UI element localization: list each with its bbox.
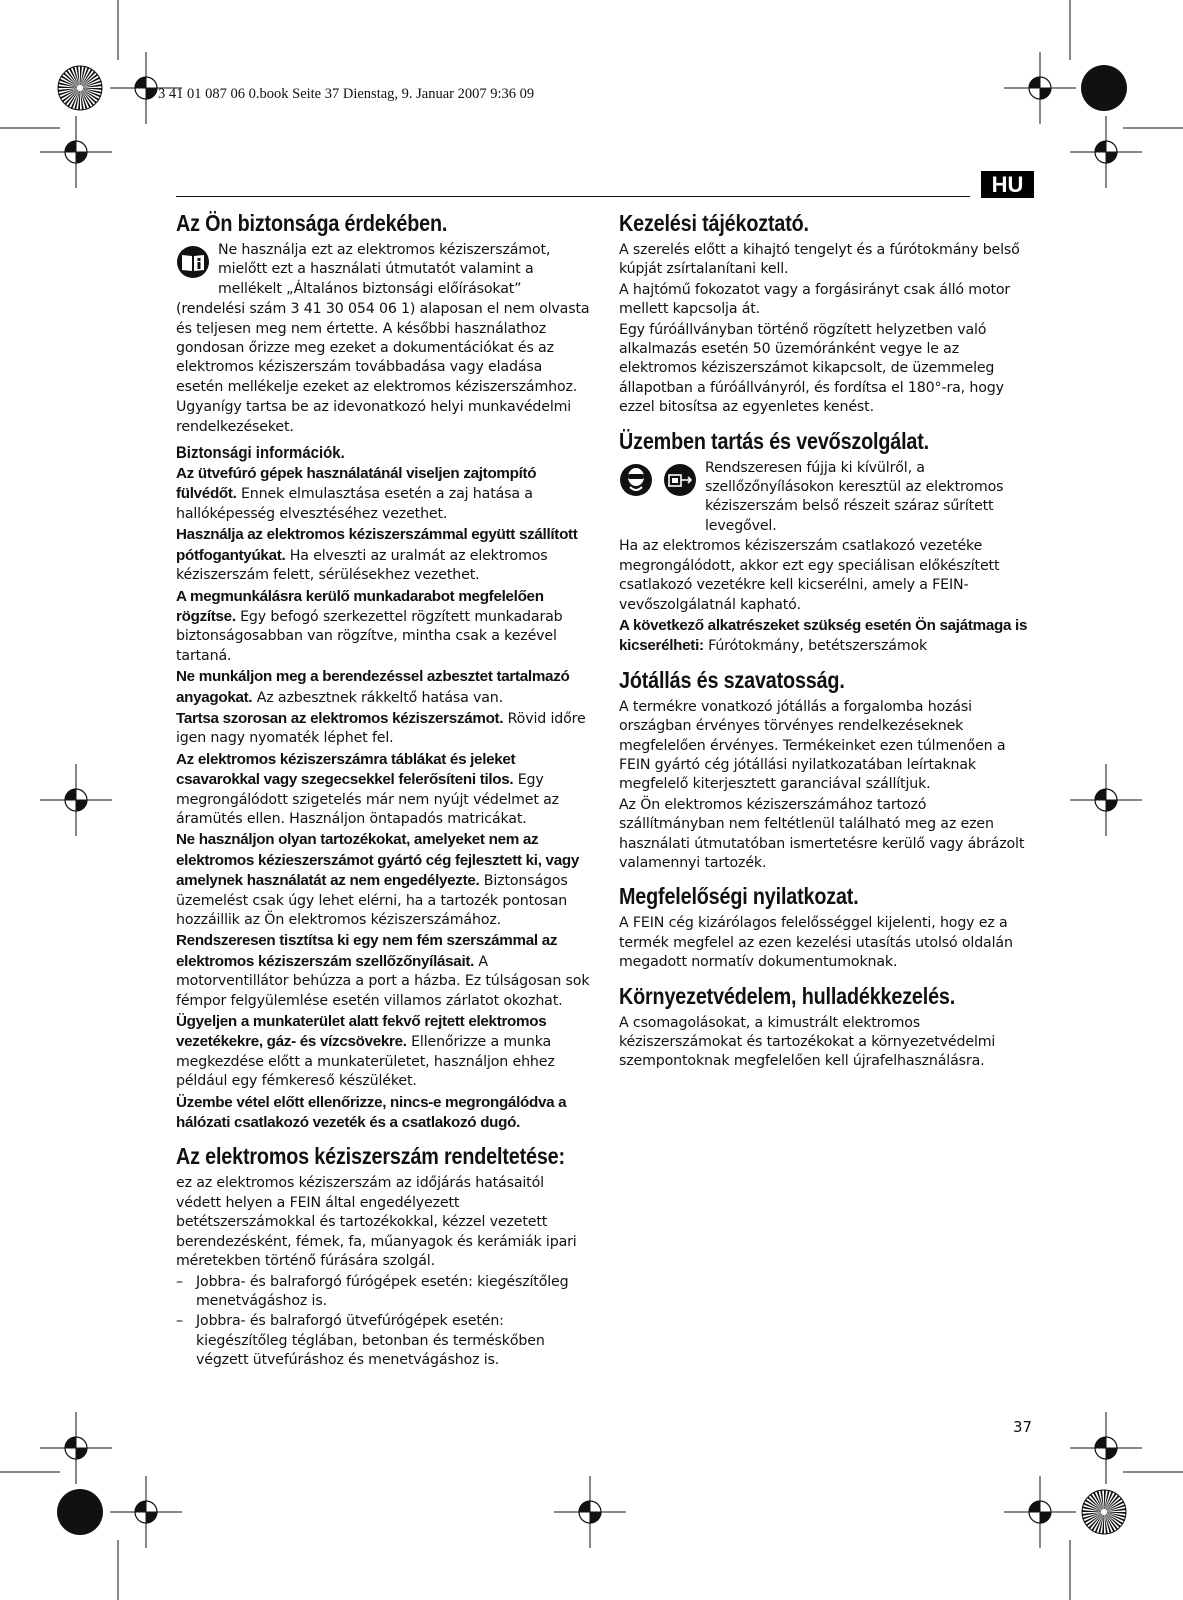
compressed-air-icon bbox=[663, 463, 697, 497]
service-text-2: Ha az elektromos kéziszerszám csatlakozó vezetéke megrongálódott, akkor ezt egy speciálisan előkészített csatlakozó vezetékre kell kicserélni, amely a FEIN-vevőszolgálatnál kapható. bbox=[619, 538, 1000, 613]
dash-marker: – bbox=[176, 1313, 184, 1330]
usage-text: ez az elektromos kéziszerszám az időjárás hatásaitól védett helyen a FEIN által engedélyezett betétszerszámokkal és tartozékokkal, kézzel vezetett berendezésként, fémek, fa, műanyagok és kerámiák ipari méretekben történő fúrására szolgál. bbox=[176, 1175, 577, 1270]
warranty-text-1: A termékre vonatkozó jótállás a forgalomba hozási országban érvényes törvényes rendelkezéseknek megfelelően érvényes. Termékeinket ezen túlmenően a FEIN gyártó cég jótállási nyilatkozatában leírtaknak megfelelő kiterjesztett garanciával szállítjuk. bbox=[619, 698, 1006, 793]
safety-item: Ne használjon olyan tartozékokat, amelyeket nem az elektromos kézieszerszámot gyártó cég fejlesztett ki, vagy amelynek használatát az nem engedélyezte. Biztonságos üzemelést csak úgy lehet elérni, ha a tartozék pontosan hozzáillik az Ön elektromos kéziszerszámához. bbox=[176, 831, 579, 928]
conformity-text: A FEIN cég kizárólagos felelősséggel kijelenti, hogy ez a termék megfelel az ezen kezelési utasítás utolsó oldalán megadott normatív dokumentumoknak. bbox=[619, 915, 1013, 971]
safety-intro-continued: (rendelési szám 3 41 30 054 06 1) alaposan el nem olvasta és teljesen meg nem értette. A későbbi használathoz gondosan őrizze meg ezeket a dokumentációkat és az elektromos kéziszerszám továbbadása vagy eladása esetén mellékelje ezeket az elektromos kéziszerszámhoz. bbox=[176, 301, 590, 395]
language-badge: HU bbox=[981, 171, 1034, 198]
right-column bbox=[619, 210, 1029, 1073]
safety-item: Üzembe vétel előtt ellenőrizze, nincs-e megrongálódva a hálózati csatlakozó vezeték és a csatlakozó dugó. bbox=[176, 1093, 567, 1132]
section-title-warranty: Jótállás és szavatosság. bbox=[619, 666, 845, 693]
safety-item: Tartsa szorosan az elektromos kéziszerszámot. Rövid időre igen nagy nyomaték léphet fel. bbox=[176, 709, 586, 747]
section-title-safety: Az Ön biztonsága érdekében. bbox=[176, 210, 448, 236]
environment-text: A csomagolásokat, a kimustrált elektromos kéziszerszámokat és tartozékokat a környezetvédelmi szempontoknak megfelelően kell újrafelhasználásra. bbox=[619, 1014, 996, 1070]
handling-text-1: A szerelés előtt a kihajtó tengelyt és a fúrótokmány belső kúpját zsírtalanítani kell. bbox=[619, 242, 1020, 278]
list-item: – Jobbra- és balraforgó ütvefúrógépek esetén: kiegészítőleg téglában, betonban és terméskőben végzett ütvefúráshoz és menetvágáshoz is. bbox=[176, 1312, 590, 1371]
handling-text-2: A hajtómű fokozatot vagy a forgásirányt csak álló motor mellett kapcsolja át. bbox=[619, 281, 1011, 318]
warranty-text-2: Az Ön elektromos kéziszerszámához tartozó szállítmányban nem feltétlenül található meg az ezen használati útmutatóban ismertetésre kerülő vagy ábrázolt valamennyi tartozék. bbox=[619, 796, 1025, 871]
section-title-handling: Kezelési tájékoztató. bbox=[619, 210, 809, 236]
section-title-service: Üzemben tartás és vevőszolgálat. bbox=[619, 427, 930, 454]
safety-item: Ne munkáljon meg a berendezéssel azbesztet tartalmazó anyagokat. Az azbesztnek rákkeltő hatása van. bbox=[176, 668, 570, 706]
service-intro-text: Rendszeresen fújja ki kívülről, a szellőzőnyílásokon keresztül az elektromos kéziszerszám belső részeit száraz sűrített levegővel. bbox=[705, 459, 1004, 534]
handling-text-3: Egy fúróállványban történő rögzített helyzetben való alkalmazás esetén 50 üzemóránként vegye le az elektromos kéziszerszámot kikapcsolt, de üzemmeleg állapotban a fúróállványról, és fordítsa el 180°-ra, hogy ezzel bitosítsa az egyenletes kenést. bbox=[619, 321, 1004, 416]
safety-info-list bbox=[176, 464, 590, 1133]
safety-intro-text: Ne használja ezt az elektromos kéziszerszámot, mielőtt ezt a használati útmutatót valamint a mellékelt „Általános biztonsági előírásokat” bbox=[218, 242, 551, 297]
safety-local-rules: Ugyanígy tartsa be az idevonatkozó helyi munkavédelmi rendelkezéseket. bbox=[176, 399, 572, 435]
safety-item: Rendszeresen tisztítsa ki egy nem fém szerszámmal az elektromos kéziszerszám szellőzőnyílásait. A motorventillátor behúzza a port a házba. Ez túlságosan sok fémpor felgyülemlése esetén villamos zárlatot okozhat. bbox=[176, 932, 590, 1009]
safety-item: Ügyeljen a munkaterület alatt fekvő rejtett elektromos vezetékekre, gáz- és vízcsövekre. Ellenőrizze a munka megkezdése előtt a munkaterületet, használjon ehhez például egy fémkereső készüléket. bbox=[176, 1013, 555, 1090]
safety-item: Az ütvefúró gépek használatánál viseljen zajtompító fülvédőt. Ennek elmulasztása esetén a zaj hatása a hallóképesség elvesztéséhez vezethet. bbox=[176, 465, 537, 522]
safety-intro bbox=[176, 241, 590, 300]
section-title-environment: Környezetvédelem, hulladékkezelés. bbox=[619, 982, 956, 1009]
book-info-icon bbox=[176, 245, 210, 279]
safety-info-title: Biztonsági információk. bbox=[176, 443, 345, 463]
page-number: 37 bbox=[1013, 1418, 1033, 1436]
section-title-usage: Az elektromos kéziszerszám rendeltetése: bbox=[176, 1143, 565, 1170]
eye-protection-icon bbox=[619, 463, 653, 497]
print-header-line: 3 41 01 087 06 0.book Seite 37 Dienstag, 9. Januar 2007 9:36 09 bbox=[158, 86, 535, 102]
section-title-conformity: Megfelelőségi nyilatkozat. bbox=[619, 883, 859, 910]
safety-item: A megmunkálásra kerülő munkadarabot megfelelően rögzítse. Egy befogó szerkezettel rögzített munkadarab biztonságosabban van rögzítve, mintha csak a kezével tartaná. bbox=[176, 587, 563, 664]
service-text-3: A következő alkatrészeket szükség esetén Ön sajátmaga is kicserélheti: Fúrótokmány, betétszerszámok bbox=[619, 616, 1028, 655]
left-column bbox=[176, 210, 590, 1372]
safety-item: Az elektromos kéziszerszámra táblákat és jeleket csavarokkal vagy szegecsekkel felerősíteni tilos. Egy megrongálódott szigetelés már nem nyújt védelmet az áramütés ellen. Használjon öntapadós matricákat. bbox=[176, 750, 559, 827]
header-rule bbox=[176, 196, 970, 197]
service-intro bbox=[619, 459, 1029, 538]
safety-item: Használja az elektromos kéziszerszámmal együtt szállított pótfogantyúkat. Ha elveszti az uralmát az elektromos kéziszerszám felett, sérülésekhez vezethet. bbox=[176, 526, 578, 584]
dash-marker: – bbox=[176, 1273, 184, 1290]
list-item: – Jobbra- és balraforgó fúrógépek esetén: kiegészítőleg menetvágáshoz is. bbox=[176, 1273, 590, 1313]
